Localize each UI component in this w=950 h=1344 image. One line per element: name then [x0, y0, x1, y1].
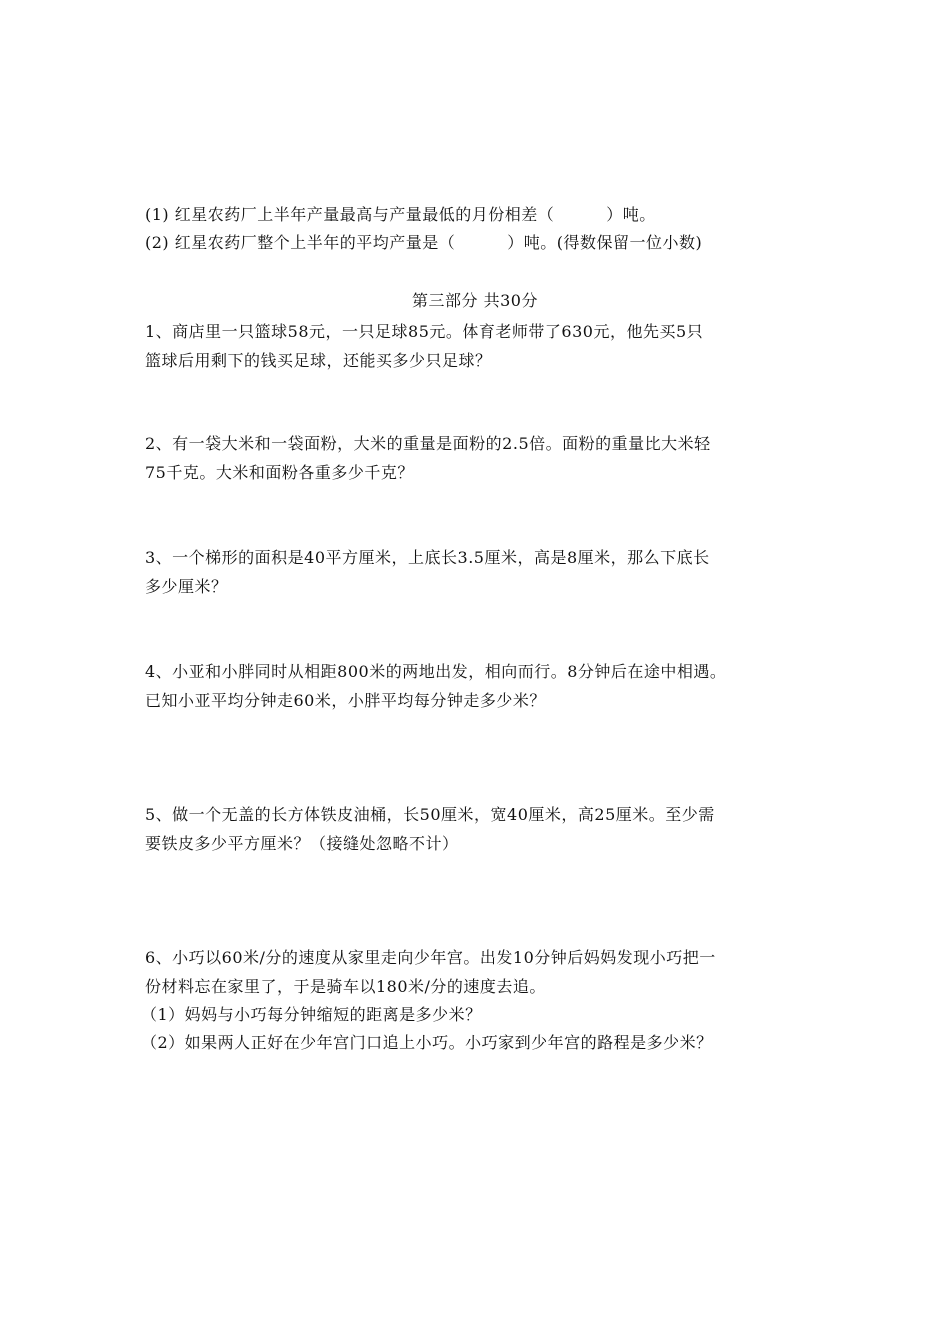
problem-2-line-2: 75千克。大米和面粉各重多少千克？	[145, 463, 414, 482]
question-number: (2)	[145, 233, 170, 252]
problem-3-line-1: 3、一个梯形的面积是40平方厘米，上底长3.5厘米，高是8厘米，那么下底长	[145, 548, 710, 567]
problem-6-subquestion-2: （2）如果两人正好在少年宫门口追上小巧。小巧家到少年宫的路程是多少米？	[141, 1033, 713, 1052]
section-title: 第三部分 共30分	[412, 291, 538, 310]
problem-6-line-2: 份材料忘在家里了，于是骑车以180米/分的速度去追。	[145, 977, 546, 996]
problem-5-line-1: 5、做一个无盖的长方体铁皮油桶，长50厘米，宽40厘米，高25厘米。至少需	[145, 805, 715, 824]
part2-question-1	[145, 205, 656, 225]
question-text-end: ）吨。	[606, 205, 656, 224]
question-number: (1)	[145, 205, 170, 224]
question-text: 红星农药厂整个上半年的平均产量是（	[174, 233, 456, 252]
problem-1-line-1: 1、商店里一只篮球58元，一只足球85元。体育老师带了630元，他先买5只	[145, 322, 704, 341]
problem-4-line-1: 4、小亚和小胖同时从相距800米的两地出发，相向而行。8分钟后在途中相遇。	[145, 662, 727, 681]
problem-6-line-1: 6、小巧以60米/分的速度从家里走向少年宫。出发10分钟后妈妈发现小巧把一	[145, 948, 716, 967]
problem-5-line-2: 要铁皮多少平方厘米？（接缝处忽略不计）	[145, 834, 459, 853]
problem-6-subquestion-1: （1）妈妈与小巧每分钟缩短的距离是多少米？	[141, 1005, 482, 1024]
problem-1-line-2: 篮球后用剩下的钱买足球，还能买多少只足球？	[145, 351, 492, 370]
part2-question-2	[145, 233, 702, 253]
problem-4-line-2: 已知小亚平均分钟走60米，小胖平均每分钟走多少米？	[145, 691, 546, 710]
problem-3-line-2: 多少厘米？	[145, 577, 228, 596]
problem-2-line-1: 2、有一袋大米和一袋面粉，大米的重量是面粉的2.5倍。面粉的重量比大米轻	[145, 434, 711, 453]
question-text-end: ）吨。(得数保留一位小数)	[507, 233, 703, 252]
question-text: 红星农药厂上半年产量最高与产量最低的月份相差（	[174, 205, 555, 224]
